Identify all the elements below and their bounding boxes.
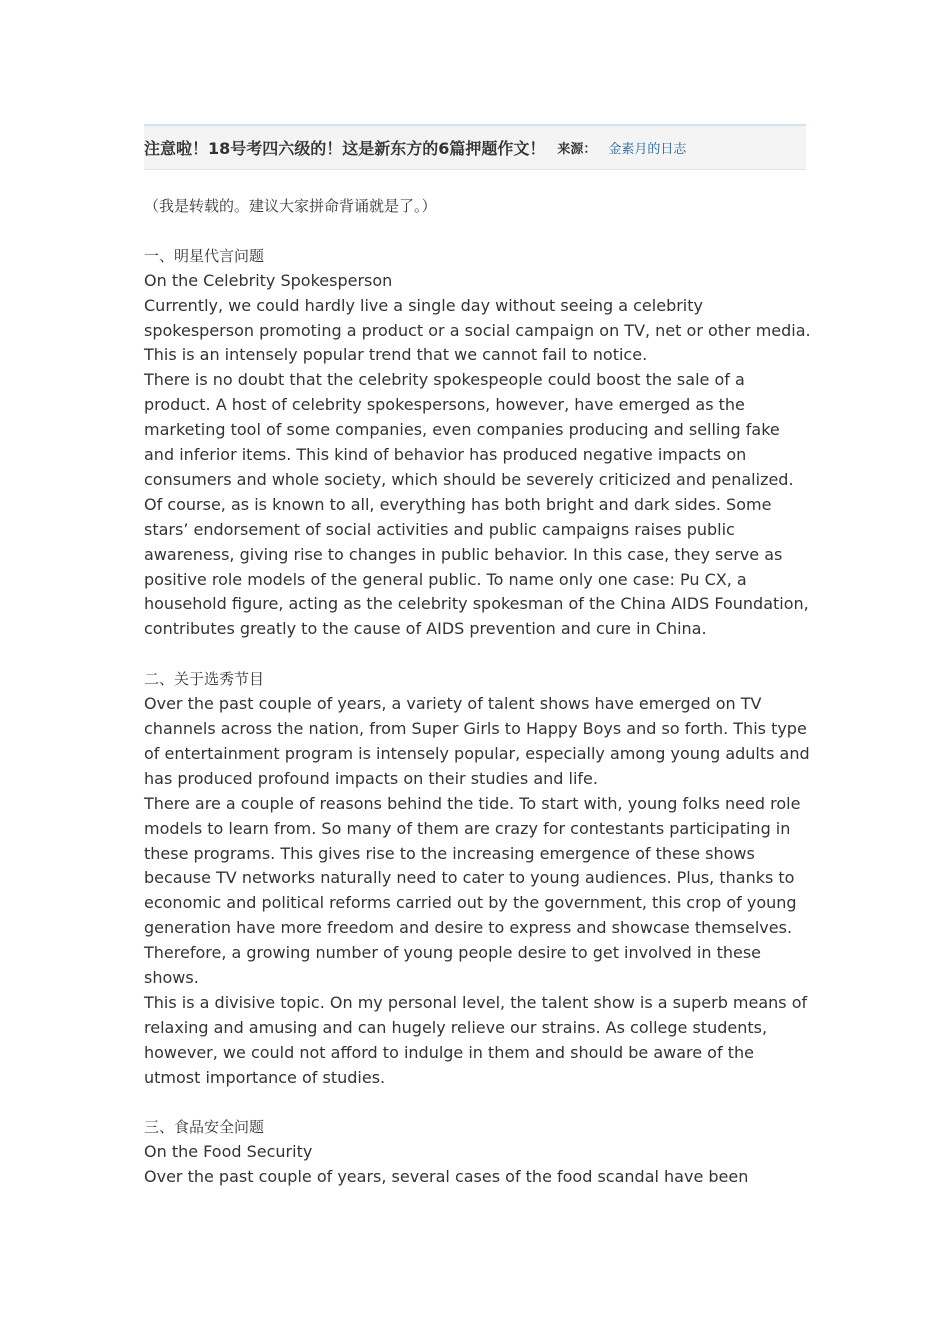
paragraph: Over the past couple of years, several cases of the food scandal have been [144,1167,749,1187]
paragraph: There is no doubt that the celebrity spokespeople could boost the sale of a product. A host of celebrity spokespersons, however, have emerged as the marketing tool of some companies, even companies producing and selling fake and inferior items. This kind of behavior has produced negative impacts on consumers and whole society, which should be severely criticized and penalized. Of course, as is known to all, everything has both bright and dark sides. Some stars’ endorsement of social activities and public campaigns raises public awareness, giving rise to changes in public behavior. In this case, they serve as positive role models of the general public. To name only one case: Pu CX, a household figure, acting as the celebrity spokesman of the China AIDS Foundation, contributes greatly to the cause of AIDS prevention and cure in China. [144,370,809,639]
paragraph: Over the past couple of years, a variety of talent shows have emerged on TV channels across the nation, from Super Girls to Happy Boys and so forth. This type of entertainment program is intensely popular, especially among young adults and has produced profound impacts on their studies and life. [144,694,810,788]
article-body [144,194,814,1215]
spacer [144,219,814,244]
section-heading: 三、食品安全问题 [144,1118,265,1137]
post-title: 注意啦！18号考四六级的！这是新东方的6篇押题作文！ [144,139,546,158]
paragraph: This is a divisive topic. On my personal level, the talent show is a superb means of relaxing and amusing and can hugely relieve our strains. As college students, however, we could not afford to indulge in them and should be aware of the utmost importance of studies. [144,992,808,1087]
paragraph: There are a couple of reasons behind the tide. To start with, young folks need role models to learn from. So many of them are crazy for contestants participating in these programs. This gives rise to the increasing emergence of these shows because TV networks naturally need to cater to young audiences. Plus, thanks to economic and political reforms carried out by the government, this crop of young generation have more freedom and desire to express and showcase themselves. Therefore, a growing number of young people desire to get involved in these shows. [144,793,801,988]
source-link[interactable]: 金素月的日志 [608,142,687,157]
section-subtitle: On the Food Security [144,1142,313,1162]
section-talent-shows [144,667,814,1090]
section-heading: 二、关于选秀节目 [144,670,265,689]
source-label: 来源： [557,142,597,157]
section-subtitle: On the Celebrity Spokesperson [144,270,393,290]
section-celebrity-spokesperson [144,244,814,643]
paragraph: Currently, we could hardly live a single day without seeing a celebrity spokesperson promoting a product or a social campaign on TV, net or other media. This is an intensely popular trend that we cannot fail to notice. [144,295,811,365]
repost-note: （我是转载的。建议大家拼命背诵就是了。） [144,197,437,215]
section-food-security [144,1115,814,1190]
section-heading: 一、明星代言问题 [144,246,265,265]
post-header [144,124,806,170]
